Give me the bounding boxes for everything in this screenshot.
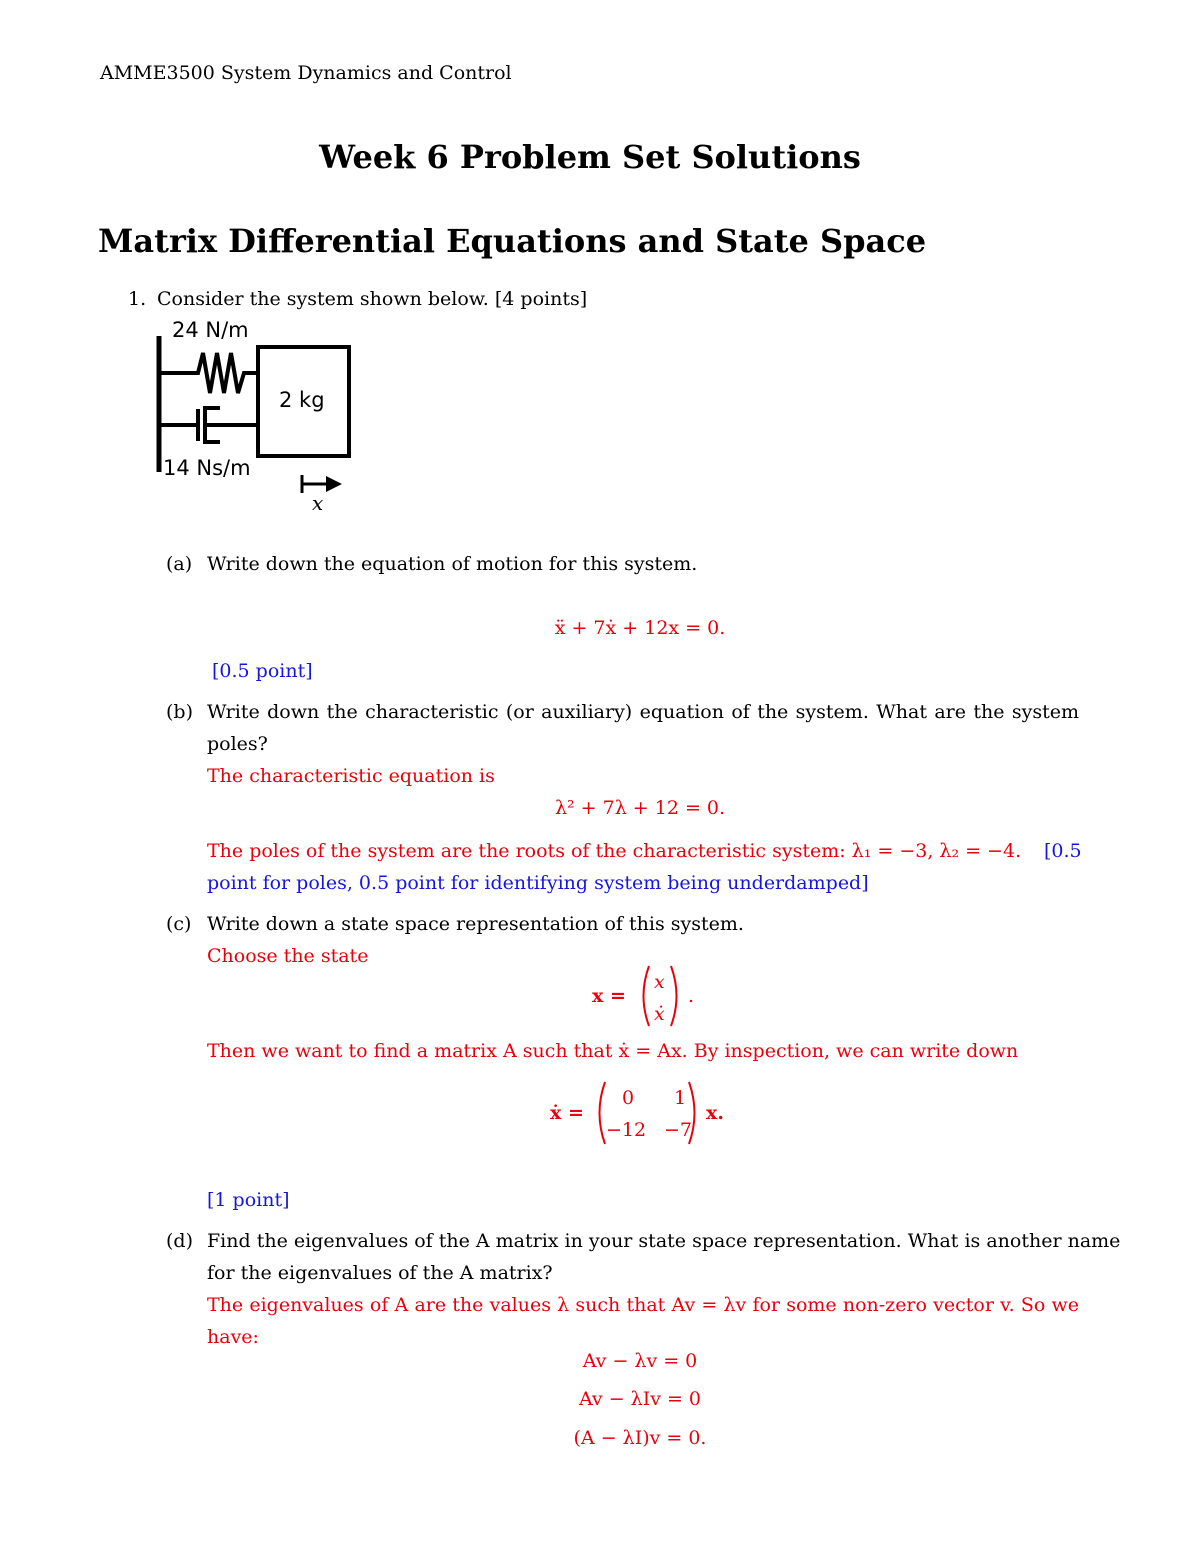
- part-a-equation: ẍ + 7ẋ + 12x = 0.: [554, 617, 726, 639]
- arrow-right-icon: [326, 476, 342, 492]
- part-d-answer-line2: have:: [207, 1326, 259, 1348]
- part-d-eq1: Av − λv = 0: [582, 1350, 698, 1372]
- part-d-eq3: (A − λI)v = 0.: [573, 1427, 707, 1449]
- matrix-rhs: x.: [706, 1102, 724, 1124]
- part-a-question: Write down the equation of motion for this system.: [207, 553, 698, 575]
- a-matrix-equation: [550, 1078, 750, 1150]
- mass-spring-damper-diagram: [150, 318, 370, 518]
- page-header: AMME3500 System Dynamics and Control: [100, 62, 512, 84]
- diagram-svg: [150, 318, 370, 518]
- state-lhs: x =: [592, 985, 626, 1007]
- part-b-label: (b): [166, 701, 193, 723]
- part-d-question-line2: for the eigenvalues of the A matrix?: [207, 1262, 553, 1284]
- state-top: x: [654, 971, 665, 993]
- part-a-label: (a): [166, 553, 193, 575]
- matrix-cell-12: 1: [674, 1087, 687, 1109]
- matrix-cell-21: −12: [606, 1119, 647, 1141]
- question-text: Consider the system shown below. [4 points]: [157, 288, 588, 310]
- spring-icon: [159, 353, 258, 393]
- part-d-label: (d): [166, 1230, 193, 1252]
- left-paren-icon: [636, 964, 652, 1028]
- part-c-label: (c): [166, 913, 192, 935]
- part-b-question-line1: Write down the characteristic (or auxiliary) equation of the system. What are the system: [207, 701, 1079, 723]
- part-c-question: Write down a state space representation of this system.: [207, 913, 744, 935]
- part-c-points: [1 point]: [207, 1189, 290, 1211]
- part-b-answer-intro: The characteristic equation is: [207, 765, 495, 787]
- part-d-answer-line1: The eigenvalues of A are the values λ such that Av = λv for some non-zero vector v. So we: [207, 1294, 1079, 1316]
- state-bottom: ẋ: [654, 1003, 665, 1025]
- matrix-right-paren-icon: [686, 1080, 702, 1146]
- page-title: Week 6 Problem Set Solutions: [319, 138, 861, 176]
- state-end: .: [688, 985, 695, 1007]
- part-c-then: Then we want to find a matrix A such that ẋ = Ax. By inspection, we can write down: [207, 1040, 1019, 1062]
- part-b-points-line1: [0.5: [1044, 840, 1082, 862]
- matrix-lhs: ẋ =: [550, 1102, 584, 1124]
- displacement-label: x: [312, 491, 324, 515]
- part-a-points: [0.5 point]: [212, 660, 313, 682]
- part-b-question-line2: poles?: [207, 733, 268, 755]
- mass-label: 2 kg: [279, 388, 325, 412]
- part-d-question-line1: Find the eigenvalues of the A matrix in your state space representation. What is another name: [207, 1230, 1121, 1252]
- section-heading: Matrix Differential Equations and State Space: [98, 222, 927, 260]
- part-b-poles: The poles of the system are the roots of the characteristic system: λ₁ = −3, λ₂ = −4.: [207, 840, 1022, 862]
- question-number: 1.: [128, 288, 147, 310]
- matrix-cell-22: −7: [664, 1119, 693, 1141]
- damper-label: 14 Ns/m: [163, 456, 251, 480]
- part-d-eq2: Av − λIv = 0: [578, 1388, 702, 1410]
- part-b-points-line2: point for poles, 0.5 point for identifying system being underdamped]: [207, 872, 869, 894]
- part-b-equation: λ² + 7λ + 12 = 0.: [554, 797, 726, 819]
- spring-label: 24 N/m: [172, 318, 249, 342]
- right-paren-icon: [668, 964, 684, 1028]
- part-c-choose: Choose the state: [207, 945, 369, 967]
- matrix-cell-11: 0: [622, 1087, 635, 1109]
